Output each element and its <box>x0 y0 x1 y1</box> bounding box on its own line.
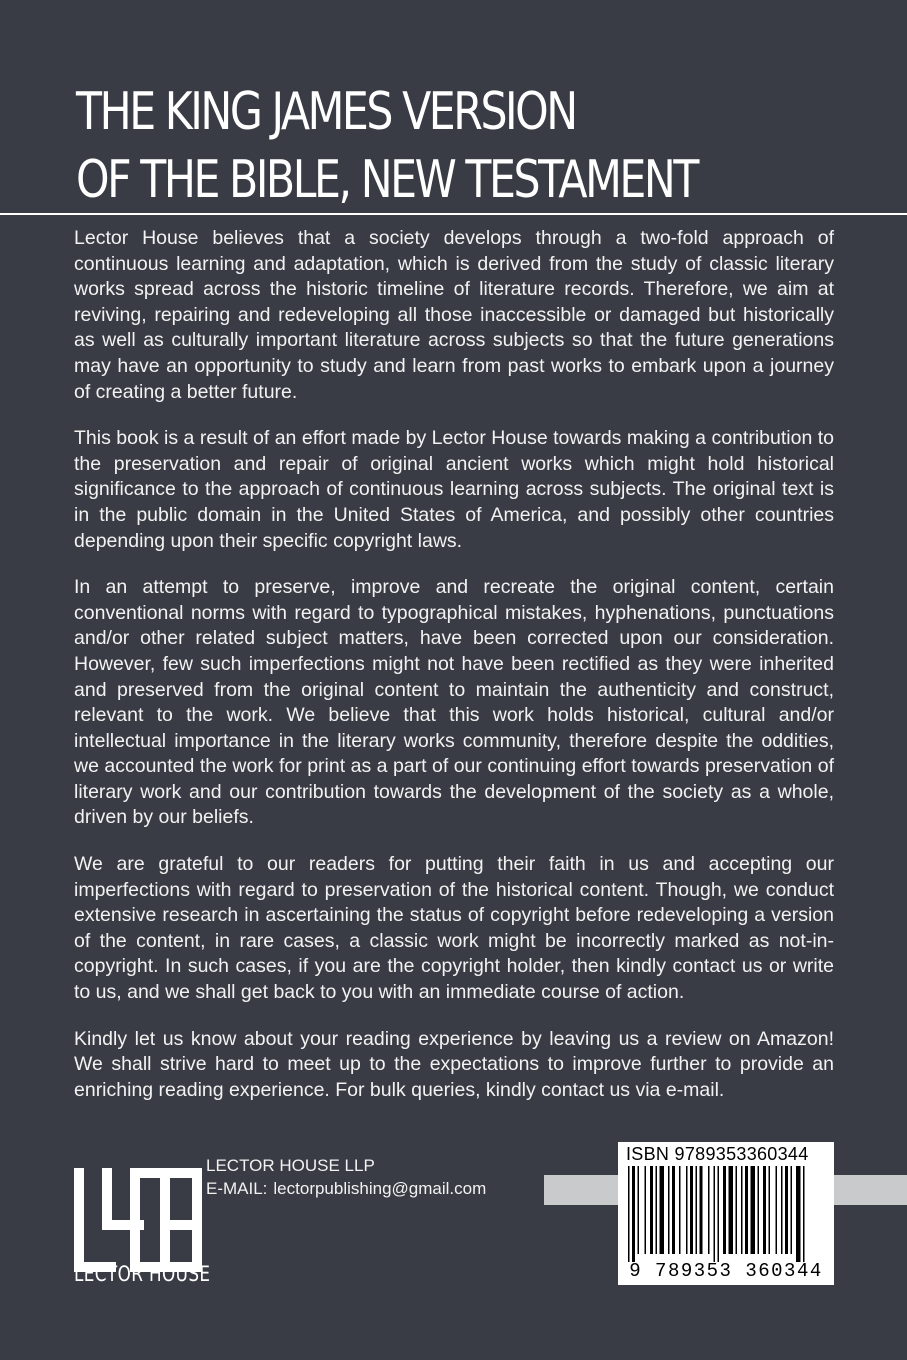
gray-bar-right <box>834 1175 907 1205</box>
barcode-icon <box>624 1166 828 1262</box>
back-cover-text <box>74 226 834 1124</box>
paragraph-1: Lector House believes that a society develops through a two-fold approach of continuous learning and adaptation, which is derived from the study of classic literary works spread across the historic timeline of literature records. Therefore, we aim at reviving, repairing and redeveloping all those inaccessible or damaged but historically as well as culturally important literature across subjects so that the future generations may have an opportunity to study and learn from past works to embark upon a journey of creating a better future. <box>74 227 834 403</box>
paragraph-2: This book is a result of an effort made by Lector House towards making a contribution to the preservation and repair of original ancient works which might hold historical significance to the approach of continuous learning across subjects. The original text is in the public domain in the United States of America, and possibly other countries depending upon their specific copyright laws. <box>74 427 834 552</box>
paragraph-4: We are grateful to our readers for putting their faith in us and accepting our imperfections with regard to preservation of the historical content. Though, we conduct extensive research in ascertaining the status of copyright before redeveloping a version of the content, in rare cases, a classic work might be incorrectly marked as not-in-copyright. In such cases, if you are the copyright holder, then kindly contact us or write to us, and we shall get back to you with an immediate course of action. <box>74 853 834 1004</box>
title-divider <box>0 213 907 215</box>
title-line-2: OF THE BIBLE, NEW TESTAMENT <box>76 150 697 210</box>
isbn-barcode <box>618 1142 834 1285</box>
publisher-email: lectorpublishing@gmail.com <box>273 1179 487 1198</box>
isbn-digits: 9 789353 360344 <box>629 1260 823 1282</box>
book-title <box>76 78 697 214</box>
title-line-1: THE KING JAMES VERSION <box>76 82 576 142</box>
paragraph-5: Kindly let us know about your reading experience by leaving us a review on Amazon! We shall strive hard to meet up to the expectations to improve further to provide an enriching reading experience. For bulk queries, kindly contact us via e-mail. <box>74 1027 834 1101</box>
publisher-email-row <box>206 1177 486 1200</box>
gray-bar-left <box>544 1175 618 1205</box>
isbn-label: ISBN 9789353360344 <box>626 1144 809 1164</box>
paragraph-3: In an attempt to preserve, improve and recreate the original content, certain conventional norms with regard to typographical mistakes, hyphenations, punctuations and/or other related subject matters, have been corrected upon our consideration. However, few such imperfections might not have been rectified as they were inherited and preserved from the original content to maintain the authenticity and construct, relevant to the work. We believe that this work holds historical, cultural and/or intellectual importance in the literary works community, therefore despite the oddities, we accounted the work for print as a part of our continuing effort towards preservation of literary work and our contribution towards the development of the society as a whole, driven by our beliefs. <box>74 576 834 829</box>
publisher-info <box>206 1154 486 1200</box>
email-label: E-MAIL: <box>206 1179 268 1198</box>
publisher-name: LECTOR HOUSE LLP <box>206 1156 375 1175</box>
logo-wordmark: LECTOR HOUSE <box>74 1262 211 1286</box>
